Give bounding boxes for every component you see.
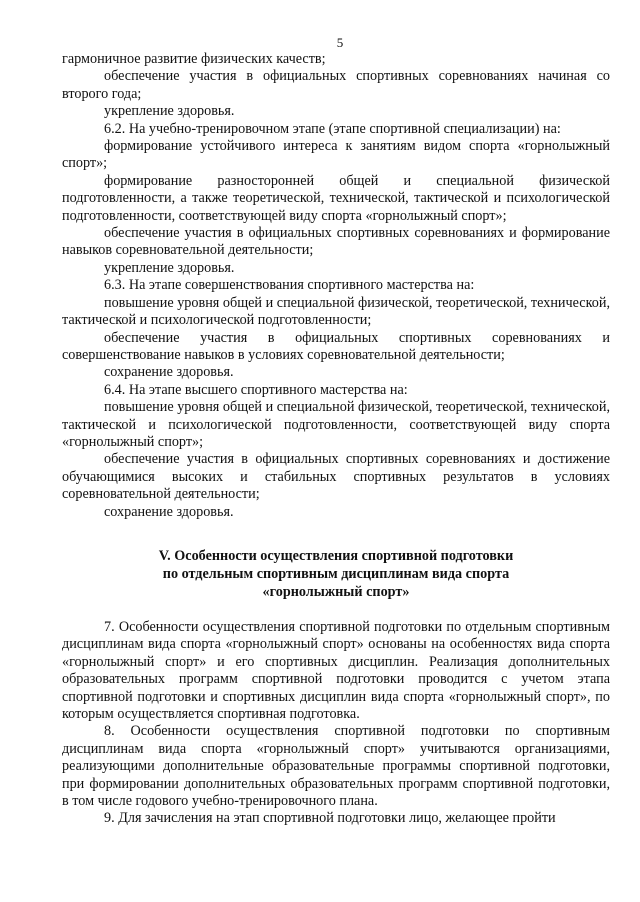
paragraph: обеспечение участия в официальных спортивных соревнованиях начиная со второго года;: [62, 68, 610, 102]
paragraph: укрепление здоровья.: [104, 103, 235, 120]
paragraph: обеспечение участия в официальных спортивных соревнованиях и достижение обучающимися высоких и стабильных спортивных результатов в условиях соревновательной деятельности;: [62, 451, 610, 503]
paragraph: 6.4. На этапе высшего спортивного мастерства на:: [104, 381, 408, 398]
paragraph: обеспечение участия в официальных спортивных соревнованиях и совершенствование навыков в условиях соревновательной деятельности;: [62, 329, 610, 363]
paragraph: формирование устойчивого интереса к занятиям видом спорта «горнолыжный спорт»;: [62, 138, 610, 172]
paragraph: повышение уровня общей и специальной физической, теоретической, технической, тактической и психологической подготовленности, соответствующей виду спорта «горнолыжный спорт»;: [62, 399, 610, 450]
paragraph: 6.3. На этапе совершенствования спортивного мастерства на:: [104, 277, 475, 294]
section-heading-line-2: по отдельным спортивным дисциплинам вида спорта: [162, 565, 510, 582]
paragraph: формирование разносторонней общей и специальной физической подготовленности, а также теоретической, технической, тактической и психологической подготовленности, соответствующей виду спорта «горнолыжный спорт»;: [62, 172, 610, 224]
paragraph: сохранение здоровья.: [104, 364, 234, 381]
paragraph: 8. Особенности осуществления спортивной подготовки по спортивным дисциплинам вида спорта «горнолыжный спорт» учитываются организациями, реализующими дополнительные образовательные программы спортивной подготовки, при формировании дополнительных образовательных программ спортивной подготовки, в том числе годового учебно-тренировочного плана.: [62, 723, 610, 810]
section-heading-line-1: V. Особенности осуществления спортивной подготовки: [158, 547, 514, 564]
paragraph: сохранение здоровья.: [104, 503, 234, 520]
paragraph: повышение уровня общей и специальной физической, теоретической, технической, тактической и психологической подготовленности;: [62, 294, 610, 329]
paragraph: 7. Особенности осуществления спортивной подготовки по отдельным спортивным дисциплинам вида спорта «горнолыжный спорт» основаны на особенностях вида спорта «горнолыжный спорт» и его спортивных дисциплин. Реализация дополнительных образовательных программ спортивной подготовки проводится с учетом этапа спортивной подготовки и спортивных дисциплин вида спорта «горнолыжный спорт», по которым осуществляется спортивная подготовка.: [62, 618, 610, 722]
paragraph: укрепление здоровья.: [104, 259, 235, 276]
paragraph: 9. Для зачисления на этап спортивной подготовки лицо, желающее пройти: [104, 810, 556, 827]
paragraph: обеспечение участия в официальных спортивных соревнованиях и формирование навыков соревновательной деятельности;: [62, 225, 610, 259]
paragraph: гармоничное развитие физических качеств;: [62, 51, 326, 67]
page-number: 5: [336, 35, 344, 50]
paragraph: 6.2. На учебно-тренировочном этапе (этапе спортивной специализации) на:: [104, 120, 561, 137]
paragraphs-after-heading: [62, 619, 610, 828]
section-heading: [62, 547, 610, 601]
section-heading-line-3: «горнолыжный спорт»: [262, 583, 410, 600]
paragraphs-before-heading: [62, 51, 610, 521]
document-body: [62, 51, 610, 828]
